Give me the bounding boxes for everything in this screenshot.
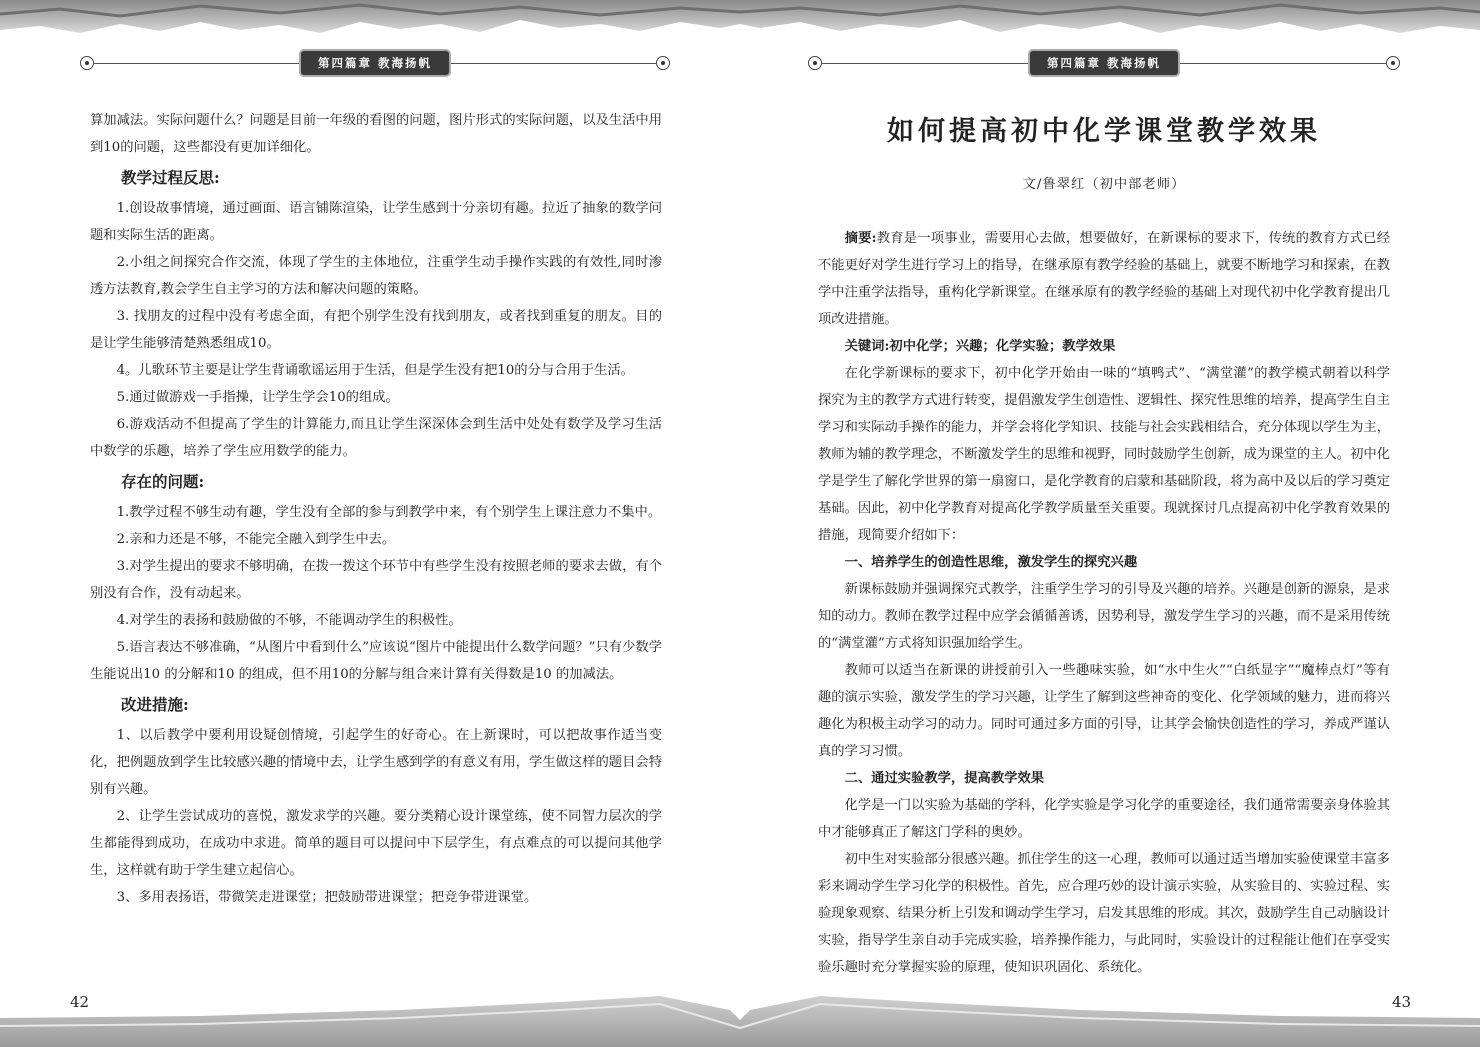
section-heading: 一、培养学生的创造性思维，激发学生的探究兴趣 bbox=[844, 555, 1138, 570]
paragraph: 化学是一门以实验为基础的学科，化学实验是学习化学的重要途径，我们通常需要亲身体验其中才能够真正了解这门学科的奥妙。 bbox=[818, 798, 1390, 840]
paragraph: 初中生对实验部分很感兴趣。抓住学生的这一心理，教师可以通过适当增加实验使课堂丰富多彩来调动学生学习化学的积极性。首先，应合理巧妙的设计演示实验，从实验目的、实验过程、实验现象观察、结果分析上引发和调动学生学习，启发其思维的形成。其次，鼓励学生自己动脑设计实验，指导学生亲自动手完成实验，培养操作能力，与此同时，实验设计的过程能让他们在享受实验乐趣时充分掌握实验的原理，使知识巩固化、系统化。 bbox=[818, 852, 1390, 975]
paragraph: 新课标鼓励并强调探究式教学，注重学生学习的引导及兴趣的培养。兴趣是创新的源泉，是求知的动力。教师在教学过程中应学会循循善诱，因势利导，激发学生学习的兴趣，而不是采用传统的“满堂灌”方式将知识强加给学生。 bbox=[818, 582, 1390, 651]
paragraph: 4。儿歌环节主要是让学生背诵歌谣运用于生活，但是学生没有把10的分与合用于生活。 bbox=[116, 363, 634, 378]
article-author: 文/鲁翠红（初中部老师） bbox=[1022, 177, 1186, 192]
ornament-circle-icon bbox=[808, 56, 822, 70]
article-title: 如何提高初中化学课堂教学效果 bbox=[887, 116, 1321, 147]
paragraph: 1.教学过程不够生动有趣，学生没有全部的参与到教学中来，有个别学生上课注意力不集中。 bbox=[116, 505, 662, 520]
abstract-text: 教育是一项事业，需要用心去做，想要做好，在新课标的要求下，传统的教育方式已经不能更好对学生进行学习上的指导，在继承原有教学经验的基础上，就要不断地学习和探索，在教学中注重学法指导，重构化学新课堂。在继承原有的教学经验的基础上对现代初中化学教育提出几项改进措施。 bbox=[818, 231, 1390, 327]
chapter-label: 第四篇章 教海扬帆 bbox=[301, 51, 449, 75]
paragraph: 1.创设故事情境，通过画面、语言铺陈渲染，让学生感到十分亲切有趣。拉近了抽象的数学问题和实际生活的距离。 bbox=[90, 201, 662, 243]
running-header-right bbox=[808, 51, 1400, 77]
paragraph: 1、以后教学中要利用设疑创情境，引起学生的好奇心。在上新课时，可以把故事作适当变化，把例题放到学生比较感兴趣的情境中去，让学生感到学的有意义有用，学生做这样的题目会特别有兴趣。 bbox=[90, 728, 662, 797]
paragraph: 2、让学生尝试成功的喜悦，激发求学的兴趣。要分类精心设计课堂练，使不同智力层次的学生都能得到成功，在成功中求进。简单的题目可以提问中下层学生，有点难点的可以提问其他学生，这样就有助于学生建立起信心。 bbox=[90, 809, 662, 878]
paragraph: 3. 找朋友的过程中没有考虑全面，有把个别学生没有找到朋友，或者找到重复的朋友。目的是让学生能够清楚熟悉组成10。 bbox=[90, 309, 662, 351]
paragraph: 教师可以适当在新课的讲授前引入一些趣味实验，如“水中生火”“白纸显字”“魔棒点灯”等有趣的演示实验，激发学生的学习兴趣，让学生了解到这些神奇的变化、化学领域的魅力，进而将兴趣化为积极主动学习的动力。同时可通过多方面的引导，让其学会愉快创造性的学习，养成严谨认真的学习习惯。 bbox=[818, 663, 1390, 759]
page-number-left: 42 bbox=[70, 993, 90, 1011]
left-page-body bbox=[90, 107, 662, 911]
chapter-label: 第四篇章 教海扬帆 bbox=[1030, 51, 1178, 75]
keywords-text: 初中化学；兴趣；化学实验；教学效果 bbox=[889, 339, 1116, 354]
abstract bbox=[818, 225, 1390, 333]
section-heading: 二、通过实验教学，提高教学效果 bbox=[844, 771, 1045, 786]
section-heading: 改进措施: bbox=[121, 695, 189, 714]
paragraph: 2.亲和力还是不够，不能完全融入到学生中去。 bbox=[116, 532, 396, 547]
paragraph: 2.小组之间探究合作交流，体现了学生的主体地位，注重学生动手操作实践的有效性,同时渗透方法教育,教会学生自主学习的方法和解决问题的策略。 bbox=[90, 255, 662, 297]
ornament-circle-icon bbox=[80, 56, 94, 70]
ornament-circle-icon bbox=[1386, 56, 1400, 70]
section-heading: 存在的问题: bbox=[121, 472, 205, 491]
ornament-circle-icon bbox=[656, 56, 670, 70]
right-page-body bbox=[818, 112, 1390, 981]
page-number-right: 43 bbox=[1392, 993, 1412, 1011]
paragraph: 3、多用表扬语，带微笑走进课堂；把鼓励带进课堂；把竞争带进课堂。 bbox=[116, 890, 538, 905]
paragraph: 3.对学生提出的要求不够明确，在拨一拨这个环节中有些学生没有按照老师的要求去做，有个别没有合作，没有动起来。 bbox=[90, 559, 662, 601]
paragraph: 5.通过做游戏一手指操，让学生学会10的组成。 bbox=[116, 390, 399, 405]
section-heading: 教学过程反思: bbox=[121, 168, 220, 187]
paragraph: 算加减法。实际问题什么？问题是目前一年级的看图的问题，图片形式的实际问题，以及生活中用到10的问题，这些都没有更加详细化。 bbox=[90, 113, 662, 155]
keywords bbox=[818, 333, 1390, 360]
paragraph: 在化学新课标的要求下，初中化学开始由一味的“填鸭式”、“满堂灌”的教学模式朝着以科学探究为主的教学方式进行转变，提倡激发学生创造性、逻辑性、探究性思维的培养，提高学生自主学习和实际动手操作的能力，并学会将化学知识、技能与社会实践相结合，充分体现以学生为主，教师为辅的教学理念，不断激发学生的思维和视野，同时鼓励学生创新，成为课堂的主人。初中化学是学生了解化学世界的第一扇窗口，是化学教育的启蒙和基础阶段，将为高中及以后的学习奠定基础。因此，初中化学教育对提高化学教学质量至关重要。现就探讨几点提高初中化学教育效果的措施，现简要介绍如下： bbox=[818, 366, 1390, 543]
paragraph: 4.对学生的表扬和鼓励做的不够，不能调动学生的积极性。 bbox=[116, 613, 462, 628]
paragraph: 6.游戏活动不但提高了学生的计算能力,而且让学生深深体会到生活中处处有数学及学习生活中数学的乐趣，培养了学生应用数学的能力。 bbox=[90, 417, 662, 459]
running-header-left bbox=[80, 51, 670, 77]
paragraph: 5.语言表达不够准确，“从图片中看到什么”应该说“图片中能提出什么数学问题？”只有少数学生能说出10 的分解和10 的组成，但不用10的分解与组合来计算有关得数是10 的加减法。 bbox=[90, 640, 662, 682]
abstract-label: 摘要: bbox=[844, 231, 877, 246]
keywords-label: 关键词: bbox=[844, 339, 890, 354]
